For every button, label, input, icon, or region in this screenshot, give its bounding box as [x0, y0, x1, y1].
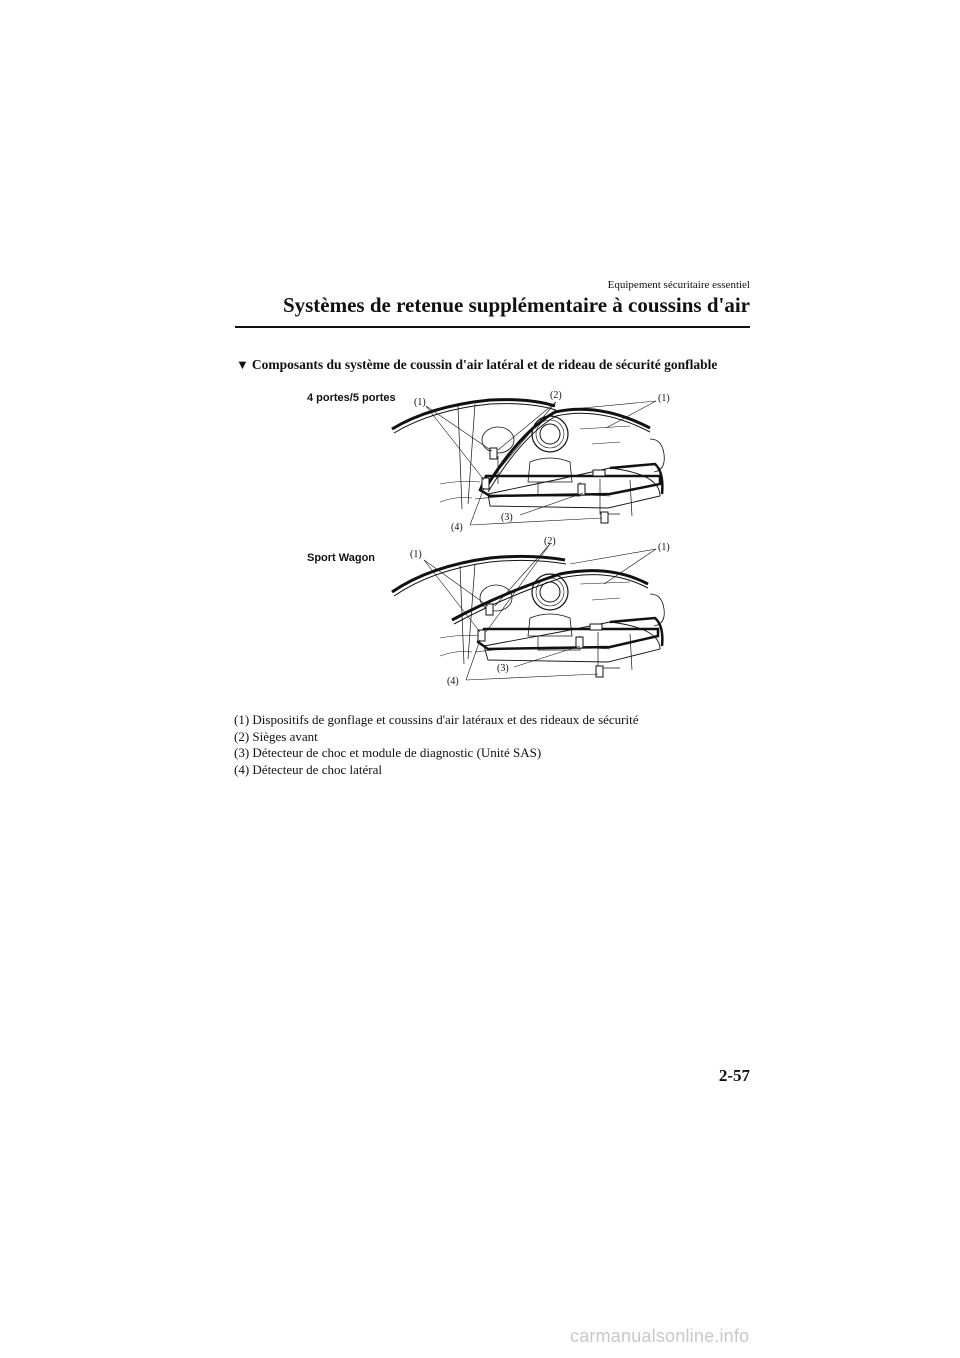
callout-3: (3)	[497, 663, 509, 674]
callout-1-left: (1)	[414, 397, 426, 408]
page-number: 2-57	[718, 1066, 750, 1085]
header-rule	[235, 326, 750, 328]
triangle-marker-icon: ▼	[236, 357, 249, 372]
subheading-text: Composants du système de coussin d'air latéral et de rideau de sécurité gonflable	[251, 357, 718, 372]
airbag-diagram-wagon	[380, 534, 680, 694]
legend-item: (3) Détecteur de choc et module de diagnostic (Unité SAS)	[234, 745, 542, 760]
section-label: Equipement sécuritaire essentiel	[607, 279, 750, 291]
callout-1-right: (1)	[658, 542, 670, 553]
callout-4: (4)	[451, 522, 463, 533]
callout-3: (3)	[501, 512, 513, 523]
variant-label-sedan: 4 portes/5 portes	[307, 392, 396, 404]
callout-1-right: (1)	[658, 393, 670, 404]
section-title: Systèmes de retenue supplémentaire à coussins d'air	[282, 293, 750, 317]
airbag-diagram-sedan	[380, 384, 680, 544]
callout-2: (2)	[544, 536, 556, 547]
legend-item: (2) Sièges avant	[234, 728, 318, 744]
variant-label-wagon: Sport Wagon	[307, 552, 376, 564]
legend-item: (4) Détecteur de choc latéral	[234, 761, 382, 777]
watermark: carmanualsonline.info	[570, 1326, 750, 1346]
callout-2: (2)	[550, 390, 562, 401]
callout-1-left: (1)	[410, 549, 422, 560]
subheading	[236, 357, 796, 373]
callout-4: (4)	[447, 676, 459, 687]
legend-list	[234, 712, 754, 778]
legend-item: (1) Dispositifs de gonflage et coussins d'air latéraux et des rideaux de sécurité	[234, 712, 639, 727]
